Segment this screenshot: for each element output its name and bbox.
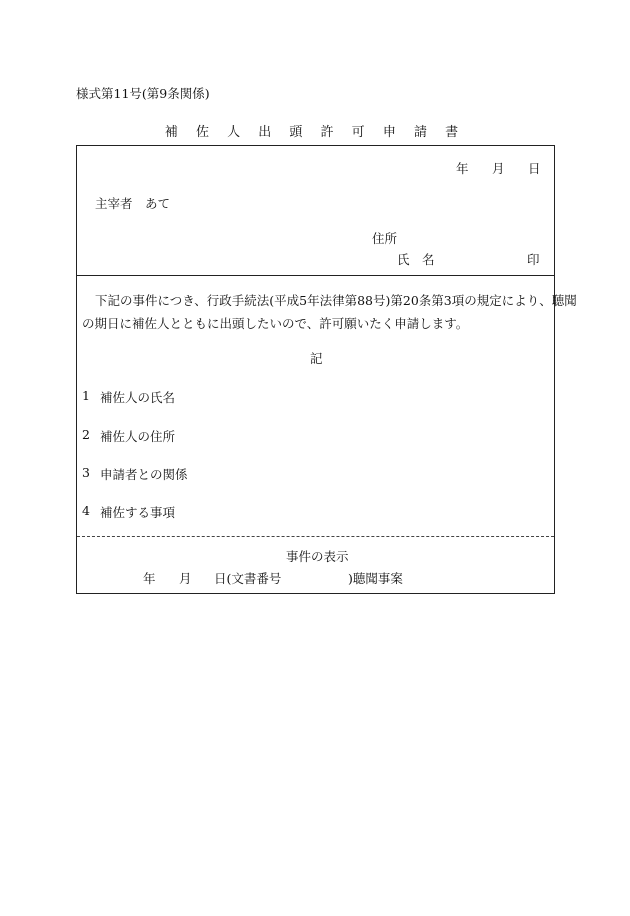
item-assistant-name: 補佐人の氏名	[100, 390, 176, 405]
application-form-box	[76, 145, 577, 594]
name-label: 氏 名	[397, 252, 435, 267]
case-divider-dashed	[77, 536, 554, 537]
item-assisted-matters: 補佐する事項	[100, 505, 176, 520]
date-day-label: 日	[528, 161, 541, 176]
document-title: 補 佐 人 出 頭 許 可 申 請 書	[164, 125, 466, 140]
address-label: 住所	[372, 231, 398, 246]
item-number: 3	[82, 465, 90, 480]
form-number: 様式第11号(第9条関係)	[76, 86, 210, 101]
item-assistant-address: 補佐人の住所	[100, 429, 176, 444]
date-month-label: 月	[492, 161, 505, 176]
case-day-docnumber-label: 日(文書番号	[214, 571, 282, 586]
item-number: 2	[82, 427, 90, 442]
header-divider	[77, 275, 554, 276]
body-text-line-1: 下記の事件につき、行政手続法(平成5年法律第88号)第20条第3項の規定により、聴聞	[95, 293, 577, 308]
record-heading: 記	[310, 351, 323, 366]
case-heading: 事件の表示	[286, 549, 349, 564]
addressee-label: 主宰者 あて	[95, 196, 171, 211]
seal-label: 印	[527, 252, 540, 267]
item-number: 1	[82, 388, 90, 403]
case-hearing-suffix: )聴聞事案	[348, 571, 403, 586]
date-year-label: 年	[456, 161, 469, 176]
item-number: 4	[82, 503, 90, 518]
body-text-line-2: の期日に補佐人とともに出頭したいので、許可願いたく申請します。	[82, 316, 469, 331]
case-year-label: 年	[143, 571, 156, 586]
item-relationship: 申請者との関係	[100, 467, 188, 482]
case-month-label: 月	[179, 571, 192, 586]
